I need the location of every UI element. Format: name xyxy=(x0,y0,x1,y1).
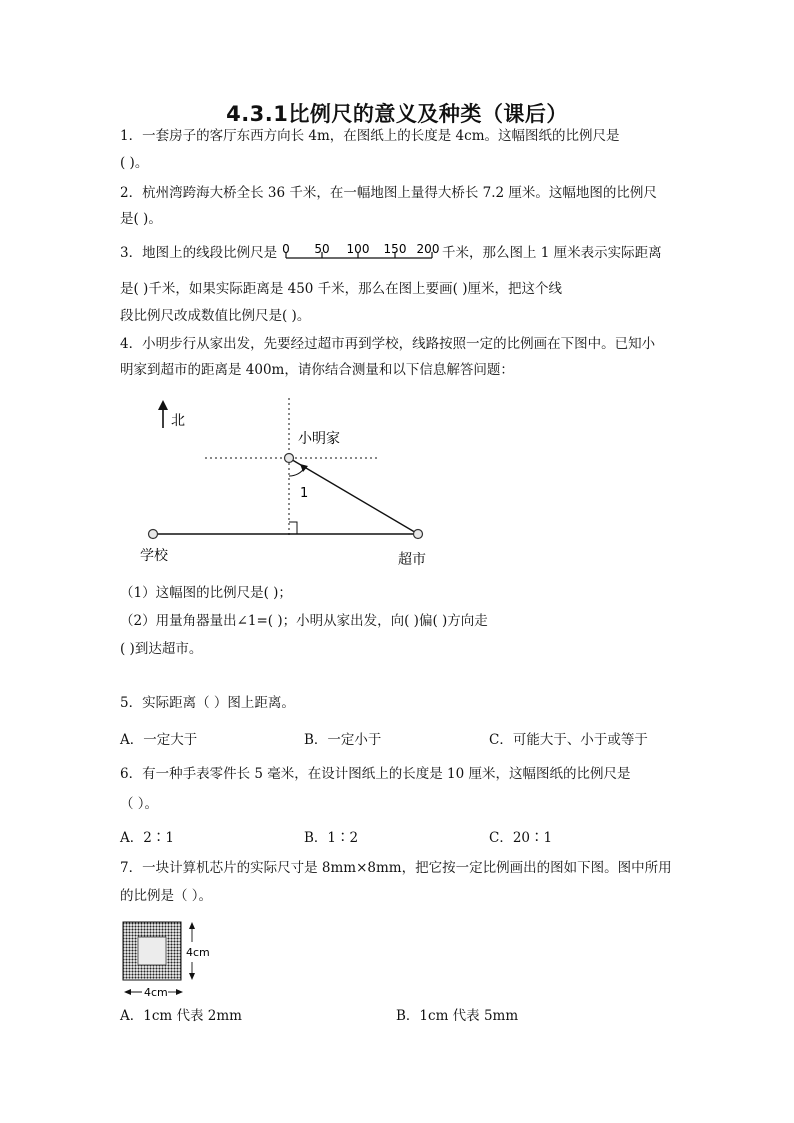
q3-line2: 是( )千米，如果实际距离是 450 千米，那么在图上要画( )厘米，把这个线 xyxy=(120,281,562,297)
q4-sub1: （1）这幅图的比例尺是( )； xyxy=(120,585,292,601)
q6-option-b: B．1∶2 xyxy=(304,830,359,846)
q2-line2: 是( )。 xyxy=(120,211,162,227)
scale-tick-100: 100 xyxy=(346,242,370,256)
q4-line2: 明家到超市的距离是 400m，请你结合测量和以下信息解答问题： xyxy=(120,362,514,378)
scale-tick-200: 200 xyxy=(416,242,440,256)
q2-line1: 2．杭州湾跨海大桥全长 36 千米，在一幅地图上量得大桥长 7.2 厘米。这幅地图的比例尺 xyxy=(120,185,657,201)
chip-figure xyxy=(116,916,226,1002)
chip-height-label: 4cm xyxy=(186,946,210,959)
q5-stem: 5．实际距离（ ）图上距离。 xyxy=(120,695,295,711)
q5-option-c: C．可能大于、小于或等于 xyxy=(489,732,648,748)
q5-option-b: B．一定小于 xyxy=(304,732,382,748)
q6-option-c: C．20∶1 xyxy=(489,830,553,846)
home-label: 小明家 xyxy=(298,431,340,447)
home-point xyxy=(285,454,294,463)
q6-line1: 6．有一种手表零件长 5 毫米，在设计图纸上的长度是 10 厘米，这幅图纸的比例尺是 xyxy=(120,766,631,782)
q6-line2: （ ）。 xyxy=(120,796,159,812)
scale-tick-50: 50 xyxy=(314,242,330,256)
q3-prefix: 3．地图上的线段比例尺是 xyxy=(120,245,278,261)
scale-tick-0: 0 xyxy=(282,242,290,256)
market-point xyxy=(414,530,423,539)
q1-line1: 1．一套房子的客厅东西方向长 4m，在图纸上的长度是 4cm。这幅图纸的比例尺是 xyxy=(120,128,620,144)
q3-suffix: 千米，那么图上 1 厘米表示实际距离 xyxy=(442,245,662,261)
route-diagram xyxy=(0,390,794,580)
q3-line3: 段比例尺改成数值比例尺是( )。 xyxy=(120,308,311,324)
q7-option-b: B．1cm 代表 5mm xyxy=(396,1008,519,1024)
angle-label: 1 xyxy=(300,486,309,501)
q4-sub3: ( )到达超市。 xyxy=(120,641,203,657)
q7-line1: 7．一块计算机芯片的实际尺寸是 8mm×8mm，把它按一定比例画出的图如下图。图中所用 xyxy=(120,860,672,876)
school-label: 学校 xyxy=(140,548,168,564)
market-label: 超市 xyxy=(398,552,426,568)
chip-width-label: 4cm xyxy=(144,986,168,999)
north-label: 北 xyxy=(171,413,185,429)
q7-line2: 的比例是（ ）。 xyxy=(120,888,213,904)
home-to-market-line xyxy=(289,458,418,534)
q4-sub2: （2）用量角器量出∠1=( )；小明从家出发，向( )偏( )方向走 xyxy=(120,613,488,629)
q6-option-a: A．2∶1 xyxy=(120,830,174,846)
school-point xyxy=(149,530,158,539)
q7-option-a: A．1cm 代表 2mm xyxy=(120,1008,242,1024)
line-scale-figure xyxy=(282,240,442,264)
q5-option-a: A．一定大于 xyxy=(120,732,198,748)
page-title: 4.3.1比例尺的意义及种类（课后） xyxy=(226,102,568,126)
scale-tick-150: 150 xyxy=(383,242,407,256)
q1-line2: ( )。 xyxy=(120,155,149,171)
q4-line1: 4．小明步行从家出发，先要经过超市再到学校，线路按照一定的比例画在下图中。已知小 xyxy=(120,336,656,352)
